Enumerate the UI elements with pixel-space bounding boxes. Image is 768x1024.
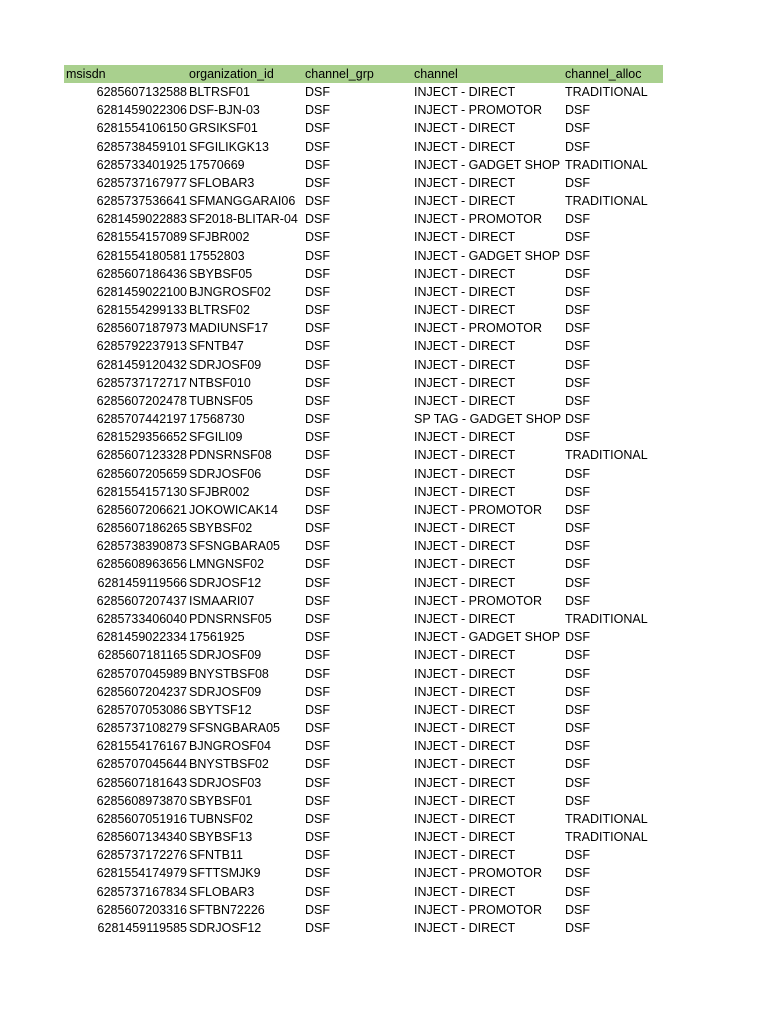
msisdn-cell[interactable]: 6285737167834 [96, 884, 187, 899]
channel-grp-cell[interactable]: DSF [305, 430, 330, 445]
channel-alloc-cell[interactable]: DSF [565, 920, 590, 935]
channel-grp-cell[interactable]: DSF [305, 830, 330, 845]
msisdn-cell[interactable]: 6285707053086 [96, 702, 187, 717]
msisdn-cell[interactable]: 6281554157130 [96, 484, 187, 499]
channel-cell[interactable]: INJECT - DIRECT [414, 721, 516, 736]
msisdn-cell[interactable]: 6285737167977 [96, 175, 187, 190]
channel-alloc-cell[interactable]: DSF [565, 593, 590, 608]
table-row [64, 701, 663, 719]
organization-id-cell[interactable]: LMNGNSF02 [189, 557, 265, 572]
channel-cell[interactable]: INJECT - PROMOTOR [414, 321, 543, 336]
channel-grp-cell[interactable]: DSF [305, 375, 330, 390]
channel-grp-cell[interactable]: DSF [305, 393, 330, 408]
channel-cell[interactable]: INJECT - PROMOTOR [414, 866, 543, 881]
channel-alloc-cell[interactable]: DSF [565, 175, 590, 190]
table-row [64, 828, 663, 846]
channel-grp-cell[interactable]: DSF [305, 357, 330, 372]
organization-id-cell[interactable]: BLTRSF01 [189, 85, 250, 99]
organization-id-cell[interactable]: SDRJOSF12 [189, 920, 262, 935]
channel-alloc-cell[interactable]: DSF [565, 103, 590, 118]
table-row [64, 156, 663, 174]
channel-cell[interactable]: INJECT - DIRECT [414, 666, 516, 681]
channel-grp-cell[interactable]: DSF [305, 194, 330, 209]
channel-cell[interactable]: INJECT - DIRECT [414, 230, 516, 245]
msisdn-cell[interactable]: 6285737172717 [96, 375, 187, 390]
channel-cell[interactable]: INJECT - DIRECT [414, 339, 516, 354]
channel-cell[interactable]: INJECT - DIRECT [414, 357, 516, 372]
msisdn-cell[interactable]: 6281529356652 [96, 430, 187, 445]
organization-id-cell[interactable]: JOKOWICAK14 [189, 502, 278, 517]
organization-id-cell[interactable]: SDRJOSF03 [189, 775, 262, 790]
organization-id-cell[interactable]: SFMANGGARAI06 [189, 194, 296, 209]
organization-id-cell[interactable]: BJNGROSF02 [189, 284, 271, 299]
table-row [64, 774, 663, 792]
channel-grp-cell[interactable]: DSF [305, 811, 330, 826]
channel-grp-cell[interactable]: DSF [305, 484, 330, 499]
channel-alloc-cell[interactable]: DSF [565, 866, 590, 881]
channel-grp-cell[interactable]: DSF [305, 521, 330, 536]
channel-alloc-cell[interactable]: DSF [565, 702, 590, 717]
table-row [64, 501, 663, 519]
channel-alloc-cell[interactable]: TRADITIONAL [565, 85, 648, 99]
channel-grp-cell[interactable]: DSF [305, 793, 330, 808]
channel-grp-cell[interactable]: DSF [305, 175, 330, 190]
table-row [64, 210, 663, 228]
msisdn-cell[interactable]: 6285607181165 [97, 648, 187, 663]
msisdn-cell[interactable]: 6285707045644 [96, 757, 187, 772]
organization-id-cell[interactable]: SDRJOSF06 [189, 466, 262, 481]
msisdn-cell[interactable]: 6285607206621 [96, 502, 187, 517]
organization-id-cell[interactable]: TUBNSF05 [189, 393, 253, 408]
table-row [64, 301, 663, 319]
channel-grp-cell[interactable]: DSF [305, 539, 330, 554]
channel-cell[interactable]: INJECT - PROMOTOR [414, 593, 543, 608]
organization-id-cell[interactable]: SBYBSF05 [189, 266, 253, 281]
msisdn-cell[interactable]: 6285607123328 [96, 448, 187, 463]
channel-alloc-cell[interactable]: DSF [565, 539, 590, 554]
table-row [64, 337, 663, 355]
channel-cell[interactable]: INJECT - PROMOTOR [414, 502, 543, 517]
channel-grp-cell[interactable]: DSF [305, 775, 330, 790]
organization-id-cell[interactable]: SDRJOSF09 [189, 357, 262, 372]
channel-alloc-cell[interactable]: DSF [565, 775, 590, 790]
channel-cell[interactable]: INJECT - PROMOTOR [414, 103, 543, 118]
msisdn-cell[interactable]: 6285607207437 [96, 593, 187, 608]
channel-cell[interactable]: INJECT - DIRECT [414, 521, 516, 536]
msisdn-cell[interactable]: 6285607186265 [96, 521, 187, 536]
channel-alloc-cell[interactable]: DSF [565, 684, 590, 699]
msisdn-cell[interactable]: 6285607134340 [96, 830, 187, 845]
channel-alloc-cell[interactable]: DSF [565, 502, 590, 517]
table-row [64, 483, 663, 501]
channel-grp-cell[interactable]: DSF [305, 139, 330, 154]
channel-grp-cell[interactable]: DSF [305, 321, 330, 336]
organization-id-cell[interactable]: SFSNGBARA05 [189, 539, 281, 554]
channel-grp-cell[interactable]: DSF [305, 339, 330, 354]
table-row [64, 83, 663, 101]
channel-alloc-cell[interactable]: DSF [565, 339, 590, 354]
channel-alloc-cell[interactable]: DSF [565, 848, 590, 863]
table-row [64, 192, 663, 210]
organization-id-cell[interactable]: 17561925 [189, 630, 245, 645]
channel-alloc-cell[interactable]: DSF [565, 884, 590, 899]
channel-cell[interactable]: INJECT - DIRECT [414, 175, 516, 190]
organization-id-cell[interactable]: BNYSTBSF08 [189, 666, 269, 681]
channel-cell[interactable]: INJECT - DIRECT [414, 648, 516, 663]
table-row [64, 646, 663, 664]
channel-alloc-cell[interactable]: DSF [565, 757, 590, 772]
channel-grp-cell[interactable]: DSF [305, 412, 330, 427]
organization-id-cell[interactable]: SBYBSF13 [189, 830, 253, 845]
table-row [64, 446, 663, 464]
table-row [64, 755, 663, 773]
organization-id-cell[interactable]: BNYSTBSF02 [189, 757, 269, 772]
table-row [64, 228, 663, 246]
msisdn-cell[interactable]: 6285707442197 [96, 412, 187, 427]
organization-id-cell[interactable]: 17568730 [189, 412, 245, 427]
table-row [64, 574, 663, 592]
channel-alloc-cell[interactable]: TRADITIONAL [565, 194, 648, 209]
msisdn-cell[interactable]: 6285738390873 [96, 539, 187, 554]
table-row [64, 356, 663, 374]
organization-id-cell[interactable]: SDRJOSF09 [189, 684, 262, 699]
organization-id-cell[interactable]: ISMAARI07 [189, 593, 255, 608]
msisdn-cell[interactable]: 6281459022100 [96, 284, 187, 299]
column-header-organization-id[interactable]: organization_id [189, 67, 274, 81]
channel-grp-cell[interactable]: DSF [305, 721, 330, 736]
table-row [64, 247, 663, 265]
channel-alloc-cell[interactable]: DSF [565, 212, 590, 227]
organization-id-cell[interactable]: PDNSRNSF05 [189, 611, 272, 626]
msisdn-cell[interactable]: 6281554299133 [96, 303, 187, 318]
column-header-channel[interactable]: channel [414, 67, 458, 81]
column-header-msisdn[interactable]: msisdn [66, 67, 106, 81]
organization-id-cell[interactable]: 17552803 [189, 248, 245, 263]
table-row [64, 610, 663, 628]
channel-alloc-cell[interactable]: TRADITIONAL [565, 157, 648, 172]
channel-grp-cell[interactable]: DSF [305, 502, 330, 517]
channel-alloc-cell[interactable]: DSF [565, 230, 590, 245]
channel-alloc-cell[interactable]: DSF [565, 121, 590, 136]
organization-id-cell[interactable]: DSF-BJN-03 [189, 103, 260, 118]
msisdn-cell[interactable]: 6285707045989 [96, 666, 187, 681]
channel-cell[interactable]: INJECT - DIRECT [414, 484, 516, 499]
table-row [64, 883, 663, 901]
channel-cell[interactable]: INJECT - DIRECT [414, 557, 516, 572]
organization-id-cell[interactable]: SDRJOSF12 [189, 575, 262, 590]
msisdn-cell[interactable]: 6285737536641 [96, 194, 187, 209]
table-row [64, 410, 663, 428]
channel-grp-cell[interactable]: DSF [305, 85, 330, 99]
channel-grp-cell[interactable]: DSF [305, 848, 330, 863]
channel-grp-cell[interactable]: DSF [305, 266, 330, 281]
channel-cell[interactable]: INJECT - PROMOTOR [414, 212, 543, 227]
msisdn-cell[interactable]: 6285607051916 [96, 811, 187, 826]
msisdn-cell[interactable]: 6281554106150 [96, 121, 187, 136]
channel-grp-cell[interactable]: DSF [305, 920, 330, 935]
channel-cell[interactable]: INJECT - DIRECT [414, 611, 516, 626]
channel-alloc-cell[interactable]: DSF [565, 721, 590, 736]
msisdn-cell[interactable]: 6281554174979 [96, 866, 187, 881]
table-row [64, 555, 663, 573]
msisdn-cell[interactable]: 6285607181643 [96, 775, 187, 790]
channel-alloc-cell[interactable]: DSF [565, 575, 590, 590]
table-row [64, 846, 663, 864]
msisdn-cell[interactable]: 6285607205659 [96, 466, 187, 481]
channel-grp-cell[interactable]: DSF [305, 230, 330, 245]
channel-cell[interactable]: INJECT - DIRECT [414, 884, 516, 899]
column-header-channel-alloc[interactable]: channel_alloc [565, 67, 642, 81]
channel-grp-cell[interactable]: DSF [305, 666, 330, 681]
channel-cell[interactable]: INJECT - DIRECT [414, 85, 516, 99]
msisdn-cell[interactable]: 6285608973870 [96, 793, 187, 808]
channel-grp-cell[interactable]: DSF [305, 212, 330, 227]
channel-alloc-cell[interactable]: DSF [565, 666, 590, 681]
organization-id-cell[interactable]: BJNGROSF04 [189, 739, 271, 754]
channel-alloc-cell[interactable]: DSF [565, 739, 590, 754]
msisdn-cell[interactable]: 6285737172276 [96, 848, 187, 863]
table-row [64, 683, 663, 701]
organization-id-cell[interactable]: SFLOBAR3 [189, 175, 255, 190]
channel-cell[interactable]: INJECT - PROMOTOR [414, 902, 543, 917]
channel-cell[interactable]: INJECT - DIRECT [414, 539, 516, 554]
msisdn-cell[interactable]: 6281459022883 [96, 212, 187, 227]
channel-grp-cell[interactable]: DSF [305, 557, 330, 572]
table-row [64, 810, 663, 828]
channel-grp-cell[interactable]: DSF [305, 284, 330, 299]
msisdn-cell[interactable]: 6285737108279 [96, 721, 187, 736]
channel-alloc-cell[interactable]: DSF [565, 284, 590, 299]
table-row [64, 465, 663, 483]
channel-cell[interactable]: INJECT - DIRECT [414, 775, 516, 790]
msisdn-cell[interactable]: 6285733401925 [96, 157, 187, 172]
organization-id-cell[interactable]: SFTBN72226 [189, 902, 265, 917]
channel-alloc-cell[interactable]: DSF [565, 393, 590, 408]
channel-cell[interactable]: INJECT - GADGET SHOP [414, 157, 561, 172]
msisdn-cell[interactable]: 6281554157089 [96, 230, 187, 245]
channel-alloc-cell[interactable]: DSF [565, 793, 590, 808]
channel-grp-cell[interactable]: DSF [305, 630, 330, 645]
channel-cell[interactable]: INJECT - DIRECT [414, 448, 516, 463]
table-row [64, 864, 663, 882]
msisdn-cell[interactable]: 6281459119585 [97, 920, 187, 935]
organization-id-cell[interactable]: TUBNSF02 [189, 811, 253, 826]
channel-grp-cell[interactable]: DSF [305, 593, 330, 608]
channel-grp-cell[interactable]: DSF [305, 157, 330, 172]
channel-cell[interactable]: INJECT - DIRECT [414, 266, 516, 281]
channel-grp-cell[interactable]: DSF [305, 611, 330, 626]
channel-cell[interactable]: INJECT - DIRECT [414, 575, 516, 590]
msisdn-cell[interactable]: 6285607187973 [96, 321, 187, 336]
channel-cell[interactable]: INJECT - DIRECT [414, 739, 516, 754]
msisdn-cell[interactable]: 6281459119566 [97, 575, 187, 590]
channel-cell[interactable]: INJECT - DIRECT [414, 811, 516, 826]
channel-cell[interactable]: INJECT - DIRECT [414, 375, 516, 390]
table-row [64, 283, 663, 301]
organization-id-cell[interactable]: SFNTB11 [189, 848, 243, 863]
channel-cell[interactable]: INJECT - DIRECT [414, 121, 516, 136]
organization-id-cell[interactable]: SBYBSF01 [189, 793, 253, 808]
table-row [64, 901, 663, 919]
channel-grp-cell[interactable]: DSF [305, 884, 330, 899]
msisdn-cell[interactable]: 6285792237913 [96, 339, 187, 354]
channel-grp-cell[interactable]: DSF [305, 575, 330, 590]
organization-id-cell[interactable]: BLTRSF02 [189, 303, 250, 318]
channel-cell[interactable]: INJECT - DIRECT [414, 793, 516, 808]
channel-alloc-cell[interactable]: DSF [565, 466, 590, 481]
organization-id-cell[interactable]: SBYTSF12 [189, 702, 252, 717]
channel-cell[interactable]: INJECT - DIRECT [414, 920, 516, 935]
msisdn-cell[interactable]: 6281459022334 [96, 630, 187, 645]
channel-grp-cell[interactable]: DSF [305, 684, 330, 699]
channel-alloc-cell[interactable]: DSF [565, 430, 590, 445]
channel-alloc-cell[interactable]: DSF [565, 484, 590, 499]
table-row [64, 919, 663, 937]
msisdn-cell[interactable]: 6281459120432 [96, 357, 187, 372]
organization-id-cell[interactable]: SF2018-BLITAR-04 [189, 212, 298, 227]
table-row [64, 374, 663, 392]
channel-alloc-cell[interactable]: TRADITIONAL [565, 811, 648, 826]
channel-cell[interactable]: INJECT - DIRECT [414, 830, 516, 845]
msisdn-cell[interactable]: 6285738459101 [96, 139, 187, 154]
channel-cell[interactable]: INJECT - GADGET SHOP [414, 248, 561, 263]
channel-alloc-cell[interactable]: DSF [565, 321, 590, 336]
spreadsheet-table [64, 65, 663, 937]
organization-id-cell[interactable]: SFGILI09 [189, 430, 243, 445]
msisdn-cell[interactable]: 6281459022306 [96, 103, 187, 118]
channel-cell[interactable]: INJECT - GADGET SHOP [414, 630, 561, 645]
channel-grp-cell[interactable]: DSF [305, 866, 330, 881]
organization-id-cell[interactable]: SFSNGBARA05 [189, 721, 281, 736]
channel-alloc-cell[interactable]: DSF [565, 139, 590, 154]
channel-cell[interactable]: INJECT - DIRECT [414, 848, 516, 863]
channel-grp-cell[interactable]: DSF [305, 648, 330, 663]
organization-id-cell[interactable]: SFNTB47 [189, 339, 244, 354]
channel-cell[interactable]: INJECT - DIRECT [414, 194, 516, 209]
table-row [64, 319, 663, 337]
table-row [64, 519, 663, 537]
msisdn-cell[interactable]: 6285607204237 [96, 684, 187, 699]
channel-cell[interactable]: INJECT - DIRECT [414, 284, 516, 299]
msisdn-cell[interactable]: 6285607203316 [96, 902, 187, 917]
channel-alloc-cell[interactable]: DSF [565, 648, 590, 663]
table-row [64, 592, 663, 610]
channel-alloc-cell[interactable]: DSF [565, 630, 590, 645]
organization-id-cell[interactable]: SFJBR002 [189, 484, 250, 499]
msisdn-cell[interactable]: 6281554176167 [96, 739, 187, 754]
channel-grp-cell[interactable]: DSF [305, 121, 330, 136]
channel-alloc-cell[interactable]: TRADITIONAL [565, 830, 648, 845]
channel-alloc-cell[interactable]: DSF [565, 303, 590, 318]
table-row [64, 737, 663, 755]
organization-id-cell[interactable]: SFLOBAR3 [189, 884, 255, 899]
channel-grp-cell[interactable]: DSF [305, 466, 330, 481]
table-row [64, 665, 663, 683]
channel-cell[interactable]: INJECT - DIRECT [414, 430, 516, 445]
msisdn-cell[interactable]: 6285607202478 [96, 393, 187, 408]
organization-id-cell[interactable]: MADIUNSF17 [189, 321, 269, 336]
channel-alloc-cell[interactable]: DSF [565, 357, 590, 372]
msisdn-cell[interactable]: 6285608963656 [96, 557, 187, 572]
organization-id-cell[interactable]: NTBSF010 [189, 375, 251, 390]
channel-alloc-cell[interactable]: TRADITIONAL [565, 448, 648, 463]
msisdn-cell[interactable]: 6281554180581 [96, 248, 187, 263]
table-body [64, 83, 663, 937]
organization-id-cell[interactable]: GRSIKSF01 [189, 121, 258, 136]
channel-cell[interactable]: INJECT - DIRECT [414, 684, 516, 699]
channel-alloc-cell[interactable]: DSF [565, 557, 590, 572]
table-row [64, 537, 663, 555]
organization-id-cell[interactable]: SBYBSF02 [189, 521, 253, 536]
channel-grp-cell[interactable]: DSF [305, 303, 330, 318]
table-row [64, 174, 663, 192]
table-row [64, 392, 663, 410]
channel-alloc-cell[interactable]: DSF [565, 375, 590, 390]
channel-cell[interactable]: INJECT - DIRECT [414, 393, 516, 408]
msisdn-cell[interactable]: 6285733406040 [96, 611, 187, 626]
table-row [64, 628, 663, 646]
channel-alloc-cell[interactable]: DSF [565, 412, 590, 427]
channel-grp-cell[interactable]: DSF [305, 739, 330, 754]
organization-id-cell[interactable]: 17570669 [189, 157, 245, 172]
organization-id-cell[interactable]: SFJBR002 [189, 230, 250, 245]
channel-grp-cell[interactable]: DSF [305, 103, 330, 118]
msisdn-cell[interactable]: 6285607186436 [96, 266, 187, 281]
channel-grp-cell[interactable]: DSF [305, 248, 330, 263]
msisdn-cell[interactable]: 6285607132588 [96, 85, 187, 99]
channel-grp-cell[interactable]: DSF [305, 757, 330, 772]
channel-alloc-cell[interactable]: DSF [565, 902, 590, 917]
table-row [64, 119, 663, 137]
channel-grp-cell[interactable]: DSF [305, 448, 330, 463]
channel-cell[interactable]: INJECT - DIRECT [414, 702, 516, 717]
channel-alloc-cell[interactable]: DSF [565, 248, 590, 263]
channel-alloc-cell[interactable]: TRADITIONAL [565, 611, 648, 626]
channel-alloc-cell[interactable]: DSF [565, 521, 590, 536]
table-row [64, 138, 663, 156]
channel-cell[interactable]: INJECT - DIRECT [414, 303, 516, 318]
channel-cell[interactable]: INJECT - DIRECT [414, 757, 516, 772]
channel-grp-cell[interactable]: DSF [305, 902, 330, 917]
table-row [64, 428, 663, 446]
organization-id-cell[interactable]: SDRJOSF09 [189, 648, 262, 663]
channel-cell[interactable]: SP TAG - GADGET SHOP [414, 412, 562, 427]
channel-cell[interactable]: INJECT - DIRECT [414, 466, 516, 481]
table-row [64, 719, 663, 737]
table-header-row [64, 65, 663, 83]
table-row [64, 792, 663, 810]
table-row [64, 101, 663, 119]
organization-id-cell[interactable]: SFGILIKGK13 [189, 139, 269, 154]
table-row [64, 265, 663, 283]
channel-alloc-cell[interactable]: DSF [565, 266, 590, 281]
channel-grp-cell[interactable]: DSF [305, 702, 330, 717]
organization-id-cell[interactable]: PDNSRNSF08 [189, 448, 272, 463]
organization-id-cell[interactable]: SFTTSMJK9 [189, 866, 261, 881]
column-header-channel-grp[interactable]: channel_grp [305, 67, 374, 81]
channel-cell[interactable]: INJECT - DIRECT [414, 139, 516, 154]
